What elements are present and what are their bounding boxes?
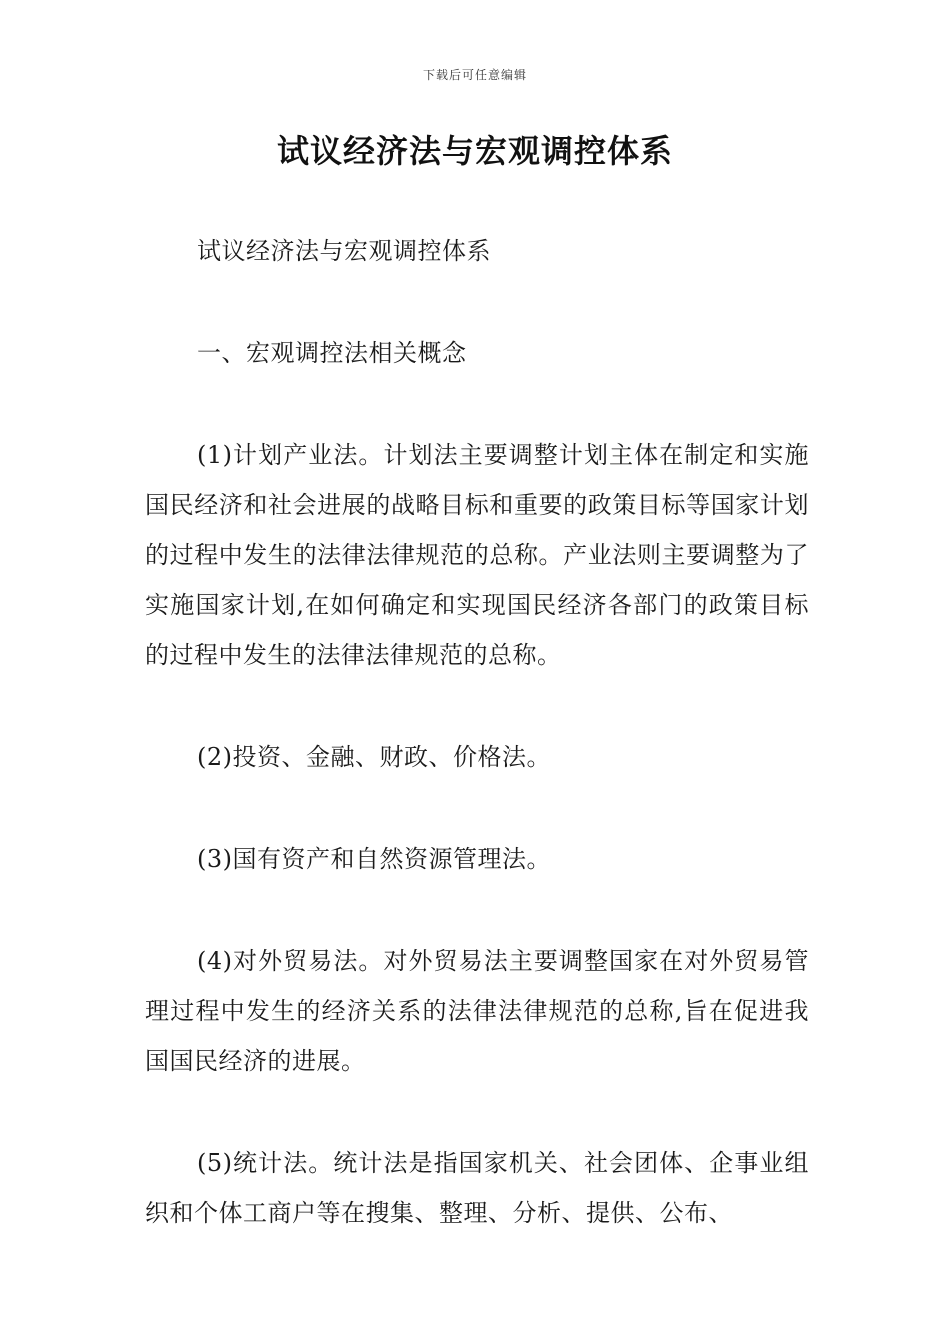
document-body (145, 226, 809, 1290)
paragraph-item-4: (4)对外贸易法。对外贸易法主要调整国家在对外贸易管理过程中发生的经济关系的法律法律规范的总称,旨在促进我国国民经济的进展。 (145, 947, 809, 1075)
paragraph-subtitle: 试议经济法与宏观调控体系 (197, 237, 491, 265)
paragraph-item-5: (5)统计法。统计法是指国家机关、社会团体、企事业组织和个体工商户等在搜集、整理、分析、提供、公布、 (145, 1149, 809, 1227)
section-heading: 一、宏观调控法相关概念 (197, 339, 467, 367)
paragraph-item-3: (3)国有资产和自然资源管理法。 (197, 845, 551, 873)
paragraph-item-1: (1)计划产业法。计划法主要调整计划主体在制定和实施国民经济和社会进展的战略目标和重要的政策目标等国家计划的过程中发生的法律法律规范的总称。产业法则主要调整为了实施国家计划,在如何确定和实现国民经济各部门的政策目标的过程中发生的法律法律规范的总称。 (145, 441, 809, 669)
paragraph-item-2: (2)投资、金融、财政、价格法。 (197, 743, 551, 771)
header-note: 下载后可任意编辑 (422, 68, 527, 82)
document-title: 试议经济法与宏观调控体系 (276, 132, 673, 170)
